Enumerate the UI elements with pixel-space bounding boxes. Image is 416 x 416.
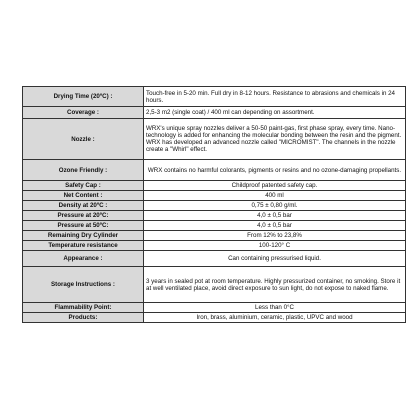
- spec-row: [23, 181, 406, 191]
- spec-value: Iron, brass, aluminium, ceramic, plastic, UPVC and wood: [144, 313, 406, 323]
- spec-row: [23, 241, 406, 251]
- spec-row: [23, 201, 406, 211]
- spec-value: Less than 0°C: [144, 303, 406, 313]
- spec-label: Ozone Friendly :: [23, 160, 144, 181]
- spec-label: Drying Time (20ºC) :: [23, 87, 144, 107]
- spec-value: Touch-free in 5-20 min. Full dry in 8-12 hours. Resistance to abrasions and chemicals in 24 hours.: [144, 87, 406, 107]
- spec-label: Temperature resistance: [23, 241, 144, 251]
- spec-row: [23, 267, 406, 303]
- spec-value: 3 years in sealed pot at room temperature. Highly pressurized container, no smoking. Store it at well ventilated place, avoid direct exposure to sun light, do not expose to naked flame.: [144, 267, 406, 303]
- specifications-table-body: [23, 87, 406, 323]
- spec-label: Nozzle :: [23, 119, 144, 160]
- spec-label: Flammability Point:: [23, 303, 144, 313]
- spec-label: Storage Instructions :: [23, 267, 144, 303]
- spec-row: [23, 221, 406, 231]
- spec-value: 0,75 ± 0,80 g/ml.: [144, 201, 406, 211]
- spec-label: Pressure at 50ºC:: [23, 221, 144, 231]
- spec-row: [23, 231, 406, 241]
- spec-row: [23, 191, 406, 201]
- spec-value: Can containing pressurised liquid.: [144, 251, 406, 267]
- spec-label: Safety Cap :: [23, 181, 144, 191]
- spec-value: WRX contains no harmful colorants, pigments or resins and no ozone-damaging propellants.: [144, 160, 406, 181]
- spec-row: [23, 107, 406, 119]
- spec-value: 2,5-3 m2 (single coat) / 400 ml can depending on assortment.: [144, 107, 406, 119]
- spec-row: [23, 211, 406, 221]
- spec-label: Remaining Dry Cylinder: [23, 231, 144, 241]
- spec-label: Pressure at 20ºC:: [23, 211, 144, 221]
- spec-value: WRX's unique spray nozzles deliver a 50-50 paint-gas, first phase spray, every time. Nano-technology is added for enhancing the molecular bonding between the resin and the pigment. WRX has developed an advanced nozzle called "MICROMIST". The channels in the nozzle create a "Whirl" effect.: [144, 119, 406, 160]
- spec-label: Density at 20ºC :: [23, 201, 144, 211]
- specifications-table: [22, 86, 406, 323]
- spec-value: From 12% to 23,8%: [144, 231, 406, 241]
- spec-label: Net Content :: [23, 191, 144, 201]
- spec-label: Products:: [23, 313, 144, 323]
- spec-value: 4,0 ± 0,5 bar: [144, 211, 406, 221]
- spec-row: [23, 303, 406, 313]
- spec-value: 400 ml: [144, 191, 406, 201]
- spec-row: [23, 313, 406, 323]
- spec-row: [23, 251, 406, 267]
- spec-value: 100-120° C: [144, 241, 406, 251]
- spec-row: [23, 160, 406, 181]
- spec-row: [23, 119, 406, 160]
- spec-value: Childproof patented safety cap.: [144, 181, 406, 191]
- spec-label: Coverage :: [23, 107, 144, 119]
- spec-row: [23, 87, 406, 107]
- spec-label: Appearance :: [23, 251, 144, 267]
- spec-value: 4,0 ± 0,5 bar: [144, 221, 406, 231]
